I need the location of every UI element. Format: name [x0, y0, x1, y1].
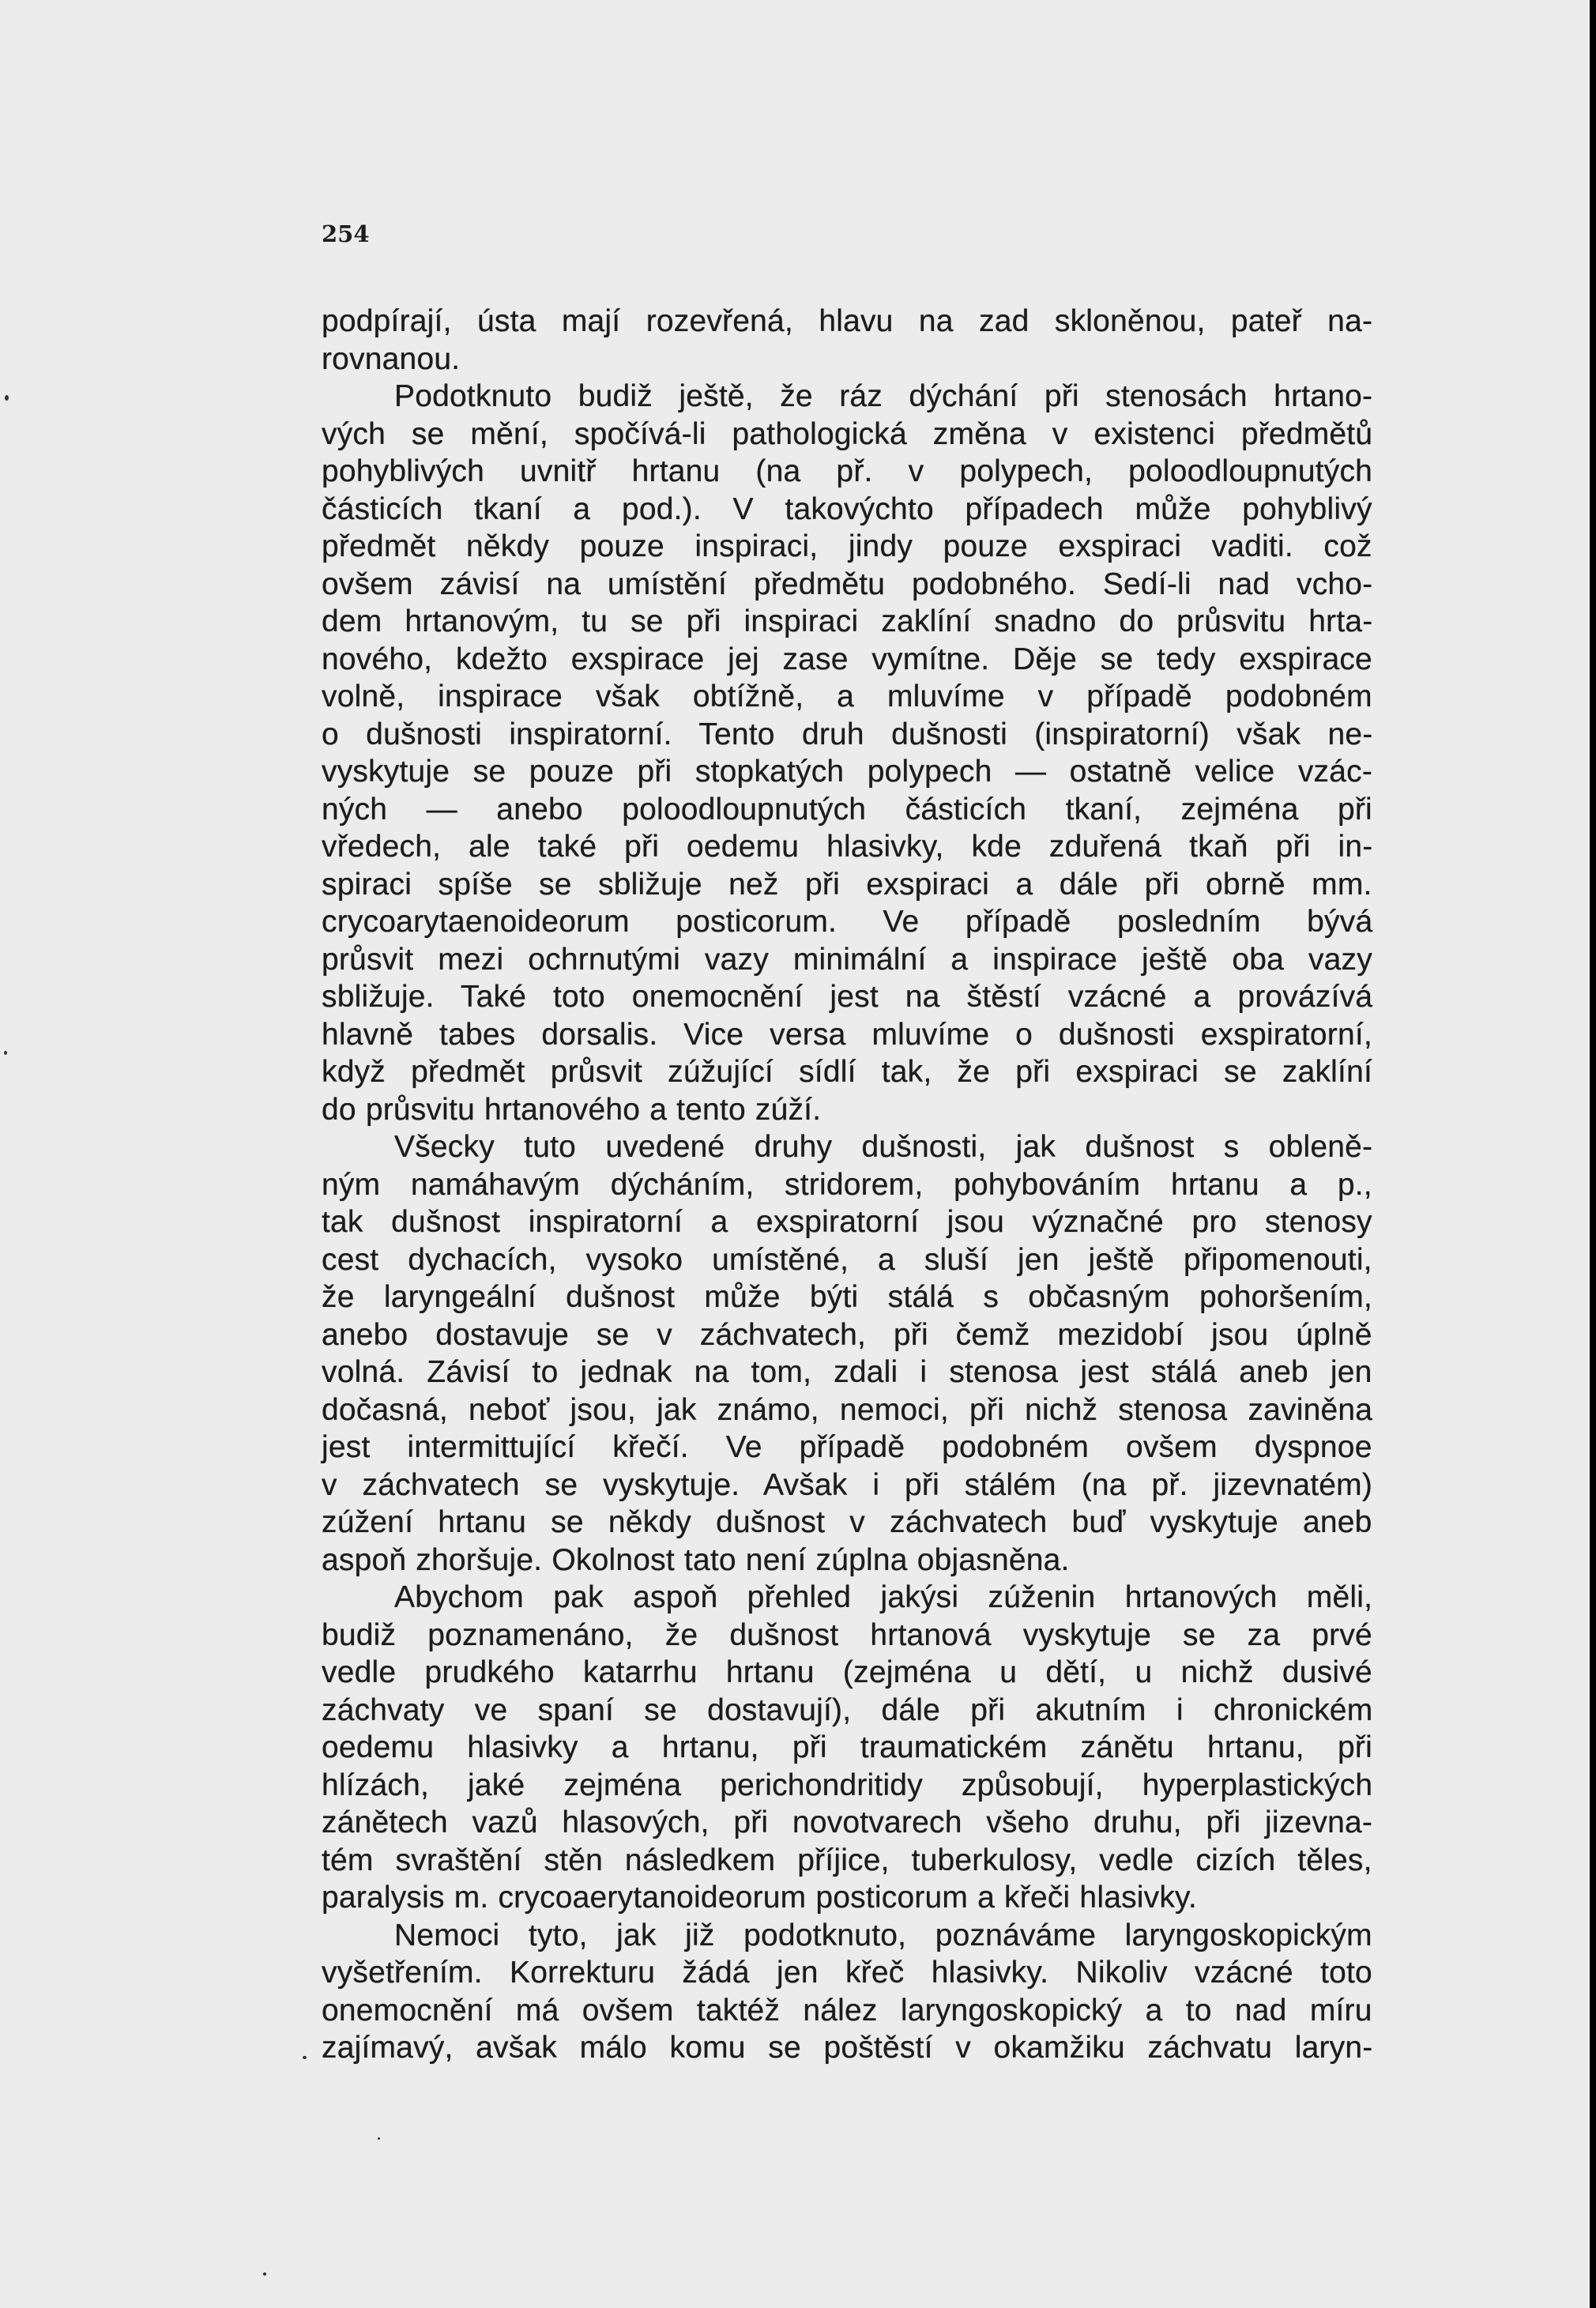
- scan-speck: [378, 2137, 380, 2140]
- text-line: podpírají, ústa mají rozevřená, hlavu na zad skloněnou, pateř na-: [322, 304, 1373, 338]
- text-line: anebo dostavuje se v záchvatech, při čemž mezidobí jsou úplně: [322, 1317, 1372, 1352]
- text-line: když předmět průsvit zúžující sídlí tak, že při exspiraci se zaklíní: [322, 1055, 1373, 1089]
- text-line: spiraci spíše se sbližuje než při exspiraci a dále při obrně mm.: [322, 867, 1372, 902]
- text-line: Nemoci tyto, jak již podotknuto, poznáváme laryngoskopickým: [394, 1918, 1372, 1952]
- text-line: volná. Závisí to jednak na tom, zdali i stenosa jest stálá aneb jen: [322, 1355, 1372, 1389]
- text-line: vyskytuje se pouze při stopkatých polypech — ostatně velice vzác-: [322, 755, 1373, 789]
- text-line: zúžení hrtanu se někdy dušnost v záchvatech buď vyskytuje aneb: [322, 1505, 1372, 1539]
- text-line: dem hrtanovým, tu se při inspiraci zaklíní snadno do průsvitu hrta-: [322, 604, 1373, 638]
- text-line: ných — anebo poloodloupnutých částicích tkaní, zejména při: [322, 792, 1372, 826]
- text-line: jest intermittující křečí. Ve případě podobném ovšem dyspnoe: [322, 1430, 1372, 1464]
- text-line: o dušnosti inspiratorní. Tento druh dušnosti (inspiratorní) však ne-: [322, 717, 1373, 751]
- text-line: aspoň zhoršuje. Okolnost tato není zúplna objasněna.: [322, 1542, 1070, 1577]
- text-line: předmět někdy pouze inspiraci, jindy pouze exspiraci vaditi. což: [322, 529, 1372, 563]
- text-line: záchvaty ve spaní se dostavují), dále při akutním i chronickém: [322, 1692, 1373, 1727]
- text-line: nového, kdežto exspirace jej zase vymítne. Děje se tedy exspirace: [322, 642, 1372, 676]
- text-line: tém svraštění stěn následkem příjice, tuberkulosy, vedle cizích těles,: [322, 1843, 1372, 1877]
- text-line: do průsvitu hrtanového a tento zúží.: [322, 1092, 822, 1127]
- page-number: 254: [322, 220, 370, 247]
- text-line: zánětech vazů hlasových, při novotvarech všeho druhu, při jizevna-: [322, 1805, 1373, 1839]
- text-line: průsvit mezi ochrnutými vazy minimální a inspirace ještě oba vazy: [322, 942, 1372, 977]
- text-line: hlavně tabes dorsalis. Vice versa mluvíme o dušnosti exspiratorní,: [322, 1017, 1372, 1052]
- body-text: [322, 303, 1372, 2067]
- text-line: Podotknuto budiž ještě, že ráz dýchání při stenosách hrtano-: [394, 379, 1373, 413]
- text-line: zajímavý, avšak málo komu se poštěstí v okamžiku záchvatu laryn-: [322, 2031, 1373, 2065]
- text-line: Všecky tuto uvedené druhy dušnosti, jak dušnost s obleně-: [394, 1130, 1373, 1164]
- text-line: vých se mění, spočívá-li pathologická změna v existenci předmětů: [322, 416, 1373, 451]
- text-line: vedle prudkého katarrhu hrtanu (zejména u dětí, u nichž dusivé: [322, 1655, 1372, 1689]
- text-line: paralysis m. crycoaerytanoideorum posticorum a křeči hlasivky.: [322, 1881, 1197, 1915]
- text-line: částicích tkaní a pod.). V takovýchto případech může pohyblivý: [322, 491, 1372, 526]
- text-line: onemocnění má ovšem taktéž nález laryngoskopický a to nad míru: [322, 1993, 1372, 2028]
- text-line: volně, inspirace však obtížně, a mluvíme v případě podobném: [322, 680, 1372, 713]
- text-line: dočasná, neboť jsou, jak známo, nemoci, při nichž stenosa zaviněna: [322, 1392, 1373, 1427]
- text-line: v záchvatech se vyskytuje. Avšak i při stálém (na př. jizevnatém): [322, 1467, 1373, 1502]
- scan-speck: [4, 1051, 7, 1055]
- text-line: crycoarytaenoideorum posticorum. Ve případě posledním bývá: [322, 905, 1373, 939]
- text-line: sbližuje. Také toto onemocnění jest na štěstí vzácné a provázívá: [322, 980, 1373, 1014]
- text-line: vředech, ale také při oedemu hlasivky, kde zduřená tkaň při in-: [322, 830, 1373, 864]
- text-line: cest dychacích, vysoko umístěné, a sluší jen ještě připomenouti,: [322, 1242, 1372, 1277]
- text-line: Abychom pak aspoň přehled jakýsi zúženin hrtanových měli,: [394, 1580, 1373, 1614]
- scan-speck: [263, 2272, 266, 2276]
- text-line: pohyblivých uvnitř hrtanu (na př. v polypech, poloodloupnutých: [322, 454, 1373, 488]
- text-line: ným namáhavým dýcháním, stridorem, pohybováním hrtanu a p.,: [322, 1167, 1372, 1202]
- text-line: vyšetřením. Korrekturu žádá jen křeč hlasivky. Nikoliv vzácné toto: [322, 1956, 1372, 1990]
- scan-speck: [303, 2056, 307, 2059]
- text-line: rovnanou.: [322, 341, 461, 376]
- text-line: budiž poznamenáno, že dušnost hrtanová vyskytuje se za prvé: [322, 1617, 1372, 1652]
- text-line: hlízách, jaké zejména perichondritidy způsobují, hyperplastických: [322, 1768, 1373, 1802]
- text-line: ovšem závisí na umístění předmětu podobného. Sedí-li nad vcho-: [322, 567, 1373, 601]
- scan-speck: [5, 395, 9, 401]
- text-line: oedemu hlasivky a hrtanu, při traumatickém zánětu hrtanu, při: [322, 1730, 1372, 1764]
- text-line: že laryngeální dušnost může býti stálá s občasným pohoršením,: [322, 1280, 1372, 1314]
- text-line: tak dušnost inspiratorní a exspiratorní jsou význačné pro stenosy: [322, 1205, 1372, 1239]
